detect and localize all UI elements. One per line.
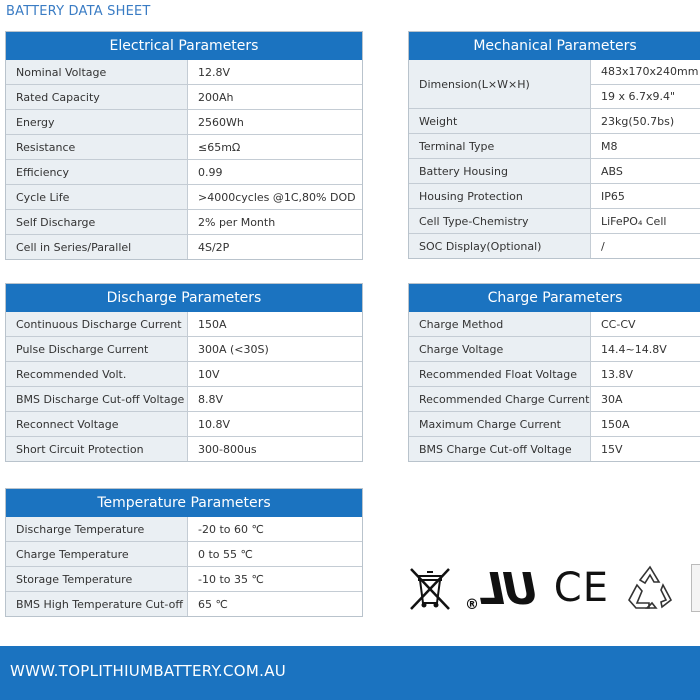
table-row <box>6 109 362 134</box>
row-label: Efficiency <box>6 160 188 184</box>
page-title: BATTERY DATA SHEET <box>6 4 151 19</box>
table-row <box>6 312 362 336</box>
ul-mark-text: UL <box>480 564 538 615</box>
row-label: Weight <box>409 109 591 133</box>
row-value: 65 ℃ <box>188 592 362 616</box>
row-label: Storage Temperature <box>6 567 188 591</box>
row-value: 30A <box>591 387 700 411</box>
row-value: 15V <box>591 437 700 461</box>
row-value: -20 to 60 ℃ <box>188 517 362 541</box>
mechanical-parameters-panel <box>408 31 700 259</box>
row-value: ABS <box>591 159 700 183</box>
row-label: Pulse Discharge Current <box>6 337 188 361</box>
row-label: Short Circuit Protection <box>6 437 188 461</box>
partial-icon <box>691 564 700 612</box>
row-label: Battery Housing <box>409 159 591 183</box>
table-row <box>6 84 362 109</box>
discharge-parameters-table <box>6 312 362 461</box>
table-row <box>409 60 700 108</box>
table-row <box>6 336 362 361</box>
row-label: Recommended Charge Current <box>409 387 591 411</box>
row-value: 150A <box>188 312 362 336</box>
row-label: Self Discharge <box>6 210 188 234</box>
row-value: -10 to 35 ℃ <box>188 567 362 591</box>
table-row <box>6 591 362 616</box>
row-value: 300A (<30S) <box>188 337 362 361</box>
row-value: CC-CV <box>591 312 700 336</box>
row-label: Housing Protection <box>409 184 591 208</box>
table-row <box>409 386 700 411</box>
row-value: IP65 <box>591 184 700 208</box>
row-value: M8 <box>591 134 700 158</box>
table-row <box>6 184 362 209</box>
table-row <box>6 361 362 386</box>
row-value: 10.8V <box>188 412 362 436</box>
temperature-parameters-title: Temperature Parameters <box>6 489 362 517</box>
table-row <box>409 133 700 158</box>
table-row <box>6 60 362 84</box>
row-label: Charge Voltage <box>409 337 591 361</box>
row-value: 13.8V <box>591 362 700 386</box>
certification-marks <box>405 563 700 613</box>
table-row <box>409 336 700 361</box>
ce-mark-text: CE <box>553 565 609 611</box>
table-row <box>6 386 362 411</box>
row-value: 200Ah <box>188 85 362 109</box>
row-label: Reconnect Voltage <box>6 412 188 436</box>
row-label: Recommended Volt. <box>6 362 188 386</box>
table-row <box>409 208 700 233</box>
row-label: Energy <box>6 110 188 134</box>
row-label: Discharge Temperature <box>6 517 188 541</box>
row-value: 0 to 55 ℃ <box>188 542 362 566</box>
table-row <box>409 108 700 133</box>
table-row <box>6 159 362 184</box>
row-label: SOC Display(Optional) <box>409 234 591 258</box>
row-label: BMS Charge Cut-off Voltage <box>409 437 591 461</box>
ul-mark-icon <box>465 563 538 613</box>
row-value: 23kg(50.7bs) <box>591 109 700 133</box>
row-label: Resistance <box>6 135 188 159</box>
table-row <box>6 234 362 259</box>
table-row <box>409 233 700 258</box>
table-row <box>6 436 362 461</box>
table-row <box>409 411 700 436</box>
table-row <box>6 411 362 436</box>
row-value: LiFePO₄ Cell <box>591 209 700 233</box>
discharge-parameters-panel <box>5 283 363 462</box>
charge-parameters-table <box>409 312 700 461</box>
table-row <box>6 209 362 234</box>
electrical-parameters-title: Electrical Parameters <box>6 32 362 60</box>
row-label: BMS Discharge Cut-off Voltage <box>6 387 188 411</box>
row-label: Recommended Float Voltage <box>409 362 591 386</box>
row-value: >4000cycles @1C,80% DOD <box>188 185 362 209</box>
row-value: 300-800us <box>188 437 362 461</box>
discharge-parameters-title: Discharge Parameters <box>6 284 362 312</box>
row-value: 10V <box>188 362 362 386</box>
row-label: Cycle Life <box>6 185 188 209</box>
row-label: Terminal Type <box>409 134 591 158</box>
row-label: Cell Type-Chemistry <box>409 209 591 233</box>
table-row <box>6 566 362 591</box>
ul-registered-mark: ® <box>465 597 479 613</box>
table-row <box>409 436 700 461</box>
table-row <box>409 361 700 386</box>
dimension-values <box>591 60 700 108</box>
row-value: 8.8V <box>188 387 362 411</box>
row-value: / <box>591 234 700 258</box>
row-label: Charge Method <box>409 312 591 336</box>
website-url: WWW.TOPLITHIUMBATTERY.COM.AU <box>10 662 287 680</box>
row-label: Continuous Discharge Current <box>6 312 188 336</box>
dimension-value-in: 19 x 6.7x9.4" <box>591 84 700 109</box>
mechanical-parameters-title: Mechanical Parameters <box>409 32 700 60</box>
row-label: Nominal Voltage <box>6 60 188 84</box>
row-value: ≤65mΩ <box>188 135 362 159</box>
recycle-icon <box>623 563 677 613</box>
row-label: Cell in Series/Parallel <box>6 235 188 259</box>
row-value: 2560Wh <box>188 110 362 134</box>
row-value: 14.4~14.8V <box>591 337 700 361</box>
table-row <box>409 158 700 183</box>
row-label: Charge Temperature <box>6 542 188 566</box>
temperature-parameters-table <box>6 517 362 616</box>
footer-bar <box>0 646 700 700</box>
charge-parameters-title: Charge Parameters <box>409 284 700 312</box>
row-value: 12.8V <box>188 60 362 84</box>
row-value: 4S/2P <box>188 235 362 259</box>
electrical-parameters-panel <box>5 31 363 260</box>
mechanical-parameters-table <box>409 60 700 258</box>
row-label: Rated Capacity <box>6 85 188 109</box>
dimension-value-mm: 483x170x240mm <box>601 65 699 79</box>
charge-parameters-panel <box>408 283 700 462</box>
row-value: 2% per Month <box>188 210 362 234</box>
table-row <box>409 183 700 208</box>
row-label: Maximum Charge Current <box>409 412 591 436</box>
table-row <box>409 312 700 336</box>
row-label: BMS High Temperature Cut-off <box>6 592 188 616</box>
row-label: Dimension(L×W×H) <box>409 60 591 108</box>
row-value: 0.99 <box>188 160 362 184</box>
electrical-parameters-table <box>6 60 362 259</box>
ce-mark-icon <box>554 563 609 613</box>
row-value: 150A <box>591 412 700 436</box>
table-row <box>6 517 362 541</box>
table-row <box>6 134 362 159</box>
temperature-parameters-panel <box>5 488 363 617</box>
weee-bin-icon <box>405 563 455 613</box>
table-row <box>6 541 362 566</box>
